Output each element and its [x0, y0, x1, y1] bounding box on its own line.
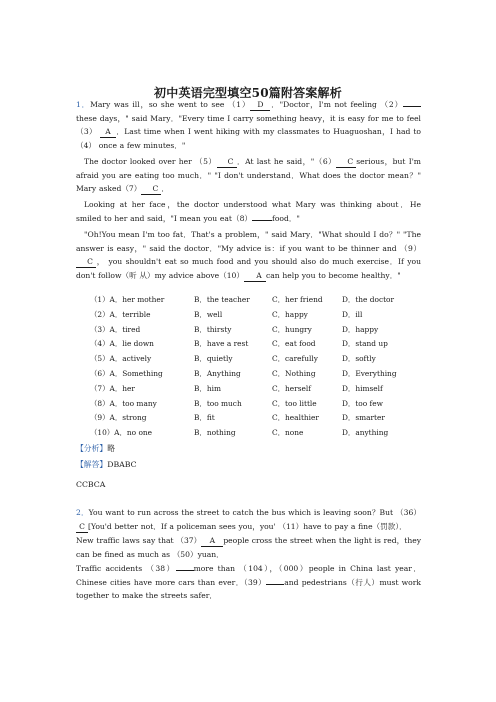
answer-blank: C: [336, 157, 356, 168]
answer-blank: C: [141, 184, 161, 195]
answer-blank: [403, 106, 421, 107]
answer-blank: A: [100, 127, 116, 138]
question-1-paragraph-3: Looking at her face，the doctor understood what Mary was thinking about．He smiled to her and said，"I mean you eat（8） food．": [76, 200, 421, 223]
answer-blank: A: [201, 536, 223, 547]
analysis-line: 【分析】略: [76, 444, 115, 453]
option-row: （4）A．lie down B．have a rest C．eat food D．stand up: [90, 339, 388, 349]
question-2-paragraph-1: 2．You want to run across the street to catch the bus which is leaving soon？But （36） C [You'd better not．If a policeman sees you，you' （11）have to pay a fine（罚款）．: [76, 508, 421, 531]
answer-blank: [266, 584, 284, 585]
option-row: （5）A．actively B．quietly C．carefully D．softly: [90, 354, 376, 364]
answer-blank: A: [244, 271, 266, 282]
option-row: （6）A．Something B．Anything C．Nothing D．Everything: [90, 368, 397, 378]
answer-line: 【解答】DBABC: [76, 460, 137, 469]
question-1-paragraph-1: 1．Mary was ill，so she went to see （1） D ．"Doctor，I'm not feeling （2）these days，" said Mary．"Every time I carry something heavy，it is easy for me to feel （3） A ．Last time when I went hiking with my classmates to Huaguoshan，I had to （4） once a few minutes．": [76, 100, 422, 150]
option-row: （8）A．too many B．too much C．too little D．too few: [90, 398, 383, 408]
question-1-paragraph-4: "Oh!You mean I'm too fat．That's a problem，" said Mary．"What should I do？" "The answer is easy，" said the doctor．"My advice is：if you want to be thinner and （9）C ， you shouldn't eat so much food and you should also do much exercise．If you don't follow（听 从）my advice above（10） A can help you to become healthy．": [76, 230, 421, 280]
answer-blank: [176, 570, 194, 571]
question-2-paragraph-3: Traffic accidents （38） more than （104），（000）people in China last year．Chinese cities have more cars than ever．（39） and pedestrians（行人）must work together to make the streets safer．: [76, 564, 421, 601]
analysis-tag: 【分析】: [76, 444, 108, 453]
option-row: （3）A．tired B．thirsty C．hungry D．happy: [90, 324, 379, 334]
question-1-paragraph-2: The doctor looked over her （5） C ．At last he said，"（6） C serious，but I'm afraid you are eating too much．" "I don't understand．What does the doctor mean？" Mary asked（7） C ．: [76, 157, 421, 194]
option-row: （1）A．her mother B．the teacher C．her friend D．the doctor: [90, 295, 395, 304]
question-2-paragraph-2: New traffic laws say that （37） A people cross the street when the light is red，they can be fined as much as （50）yuan．: [76, 536, 421, 559]
document-title: 初中英语完型填空50篇附答案解析: [154, 86, 342, 100]
answer-blank: C: [76, 257, 96, 268]
option-row: （7）A．her B．him C．herself D．himself: [90, 383, 383, 393]
answer-line-2: CCBCA: [76, 480, 106, 489]
option-row: （2）A．terrible B．well C．happy D．ill: [90, 309, 363, 319]
answer-tag: 【解答】: [76, 460, 108, 469]
answer-blank: D: [250, 100, 270, 111]
options-table: [90, 293, 420, 441]
option-row: （9）A．strong B．fit C．healthier D．smarter: [90, 413, 385, 423]
answer-blank: C: [76, 522, 88, 533]
question-number: 1．: [76, 100, 91, 109]
option-row: （10）A．no one B．nothing C．none D．anything: [90, 428, 389, 438]
question-number: 2．: [76, 508, 89, 517]
answer-blank: C: [217, 157, 237, 168]
answer-blank: [252, 220, 272, 221]
